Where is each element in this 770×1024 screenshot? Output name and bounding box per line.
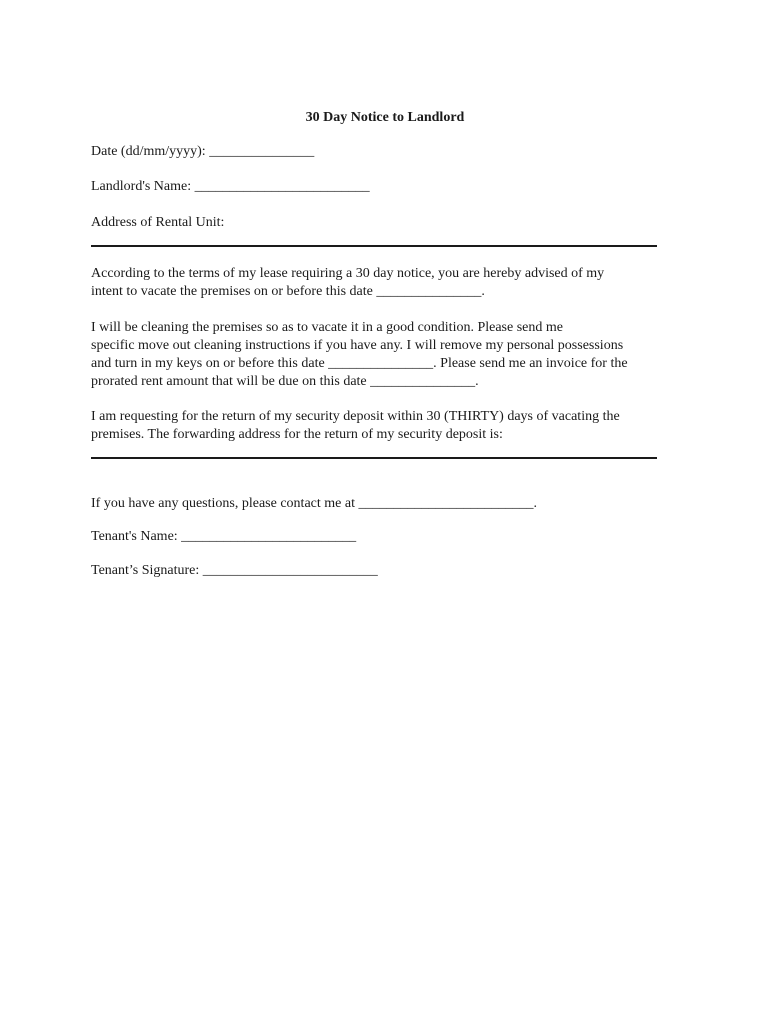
date-line: Date (dd/mm/yyyy): _______________ — [91, 144, 315, 159]
cleaning-paragraph-line: I will be cleaning the premises so as to vacate it in a good condition. Please send me — [91, 320, 563, 335]
cleaning-paragraph — [91, 319, 681, 391]
contact-line: If you have any questions, please contact me at _________________________. — [91, 496, 537, 511]
forwarding-address-underline — [91, 457, 657, 459]
deposit-paragraph-line: I am requesting for the return of my security deposit within 30 (THIRTY) days of vacating the — [91, 409, 620, 424]
notice-paragraph — [91, 265, 681, 301]
landlord-name-line: Landlord's Name: _________________________ — [91, 179, 370, 194]
address-label: Address of Rental Unit: — [91, 215, 225, 230]
address-underline — [91, 245, 657, 247]
cleaning-paragraph-line: and turn in my keys on or before this date _______________. Please send me an invoice for the — [91, 356, 628, 371]
notice-paragraph-line: According to the terms of my lease requiring a 30 day notice, you are hereby advised of my — [91, 266, 605, 281]
tenant-name-line: Tenant's Name: _________________________ — [91, 529, 357, 544]
deposit-paragraph — [91, 408, 681, 444]
notice-paragraph-line: intent to vacate the premises on or before this date _______________. — [91, 284, 485, 299]
cleaning-paragraph-line: prorated rent amount that will be due on this date _______________. — [91, 374, 479, 389]
document-title: 30 Day Notice to Landlord — [305, 110, 465, 125]
tenant-signature-line: Tenant’s Signature: _________________________ — [91, 563, 378, 578]
cleaning-paragraph-line: specific move out cleaning instructions if you have any. I will remove my personal possessions — [91, 338, 624, 353]
deposit-paragraph-line: premises. The forwarding address for the return of my security deposit is: — [91, 427, 503, 442]
